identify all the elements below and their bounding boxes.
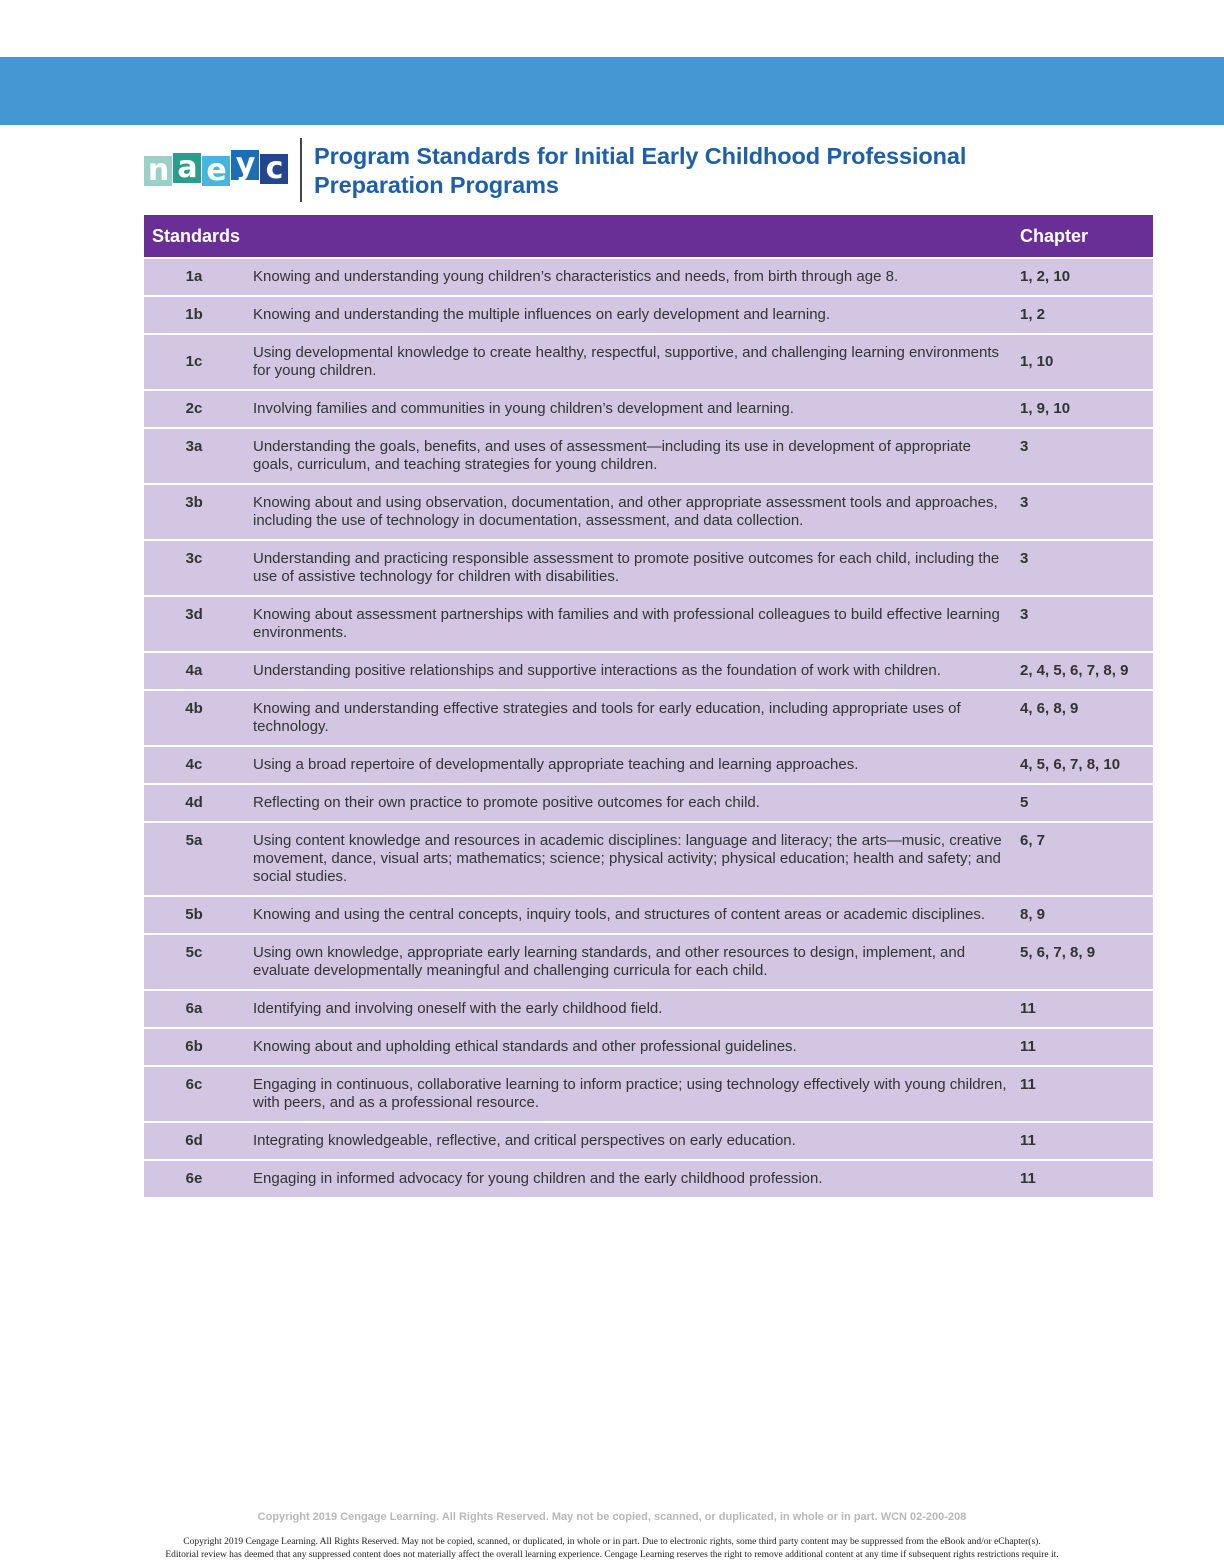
table-row: [144, 335, 1153, 389]
table-row: [144, 991, 1153, 1027]
table-row: [144, 691, 1153, 745]
table-row: [144, 259, 1153, 295]
standard-description: Knowing and understanding the multiple influences on early development and learning.: [244, 297, 1020, 333]
header-chapter: Chapter: [1020, 215, 1153, 257]
standard-code: 5c: [144, 935, 244, 989]
page-title: [314, 142, 1074, 200]
standard-code: 4d: [144, 785, 244, 821]
standard-description: Understanding the goals, benefits, and uses of assessment—including its use in development of appropriate goals, curriculum, and teaching strategies for young children.: [244, 429, 1020, 483]
page-header: [144, 138, 1154, 204]
standard-code: 1b: [144, 297, 244, 333]
header-divider: [300, 138, 302, 202]
table-row: [144, 747, 1153, 783]
rights-notice: [0, 1536, 1224, 1562]
standard-code: 3c: [144, 541, 244, 595]
standard-chapters: 1, 10: [1020, 335, 1153, 389]
standard-code: 1c: [144, 335, 244, 389]
table-row: [144, 1161, 1153, 1197]
standard-chapters: 1, 2, 10: [1020, 259, 1153, 295]
standard-chapters: 11: [1020, 1029, 1153, 1065]
table-row: [144, 391, 1153, 427]
standard-code: 2c: [144, 391, 244, 427]
standard-description: Understanding positive relationships and supportive interactions as the foundation of work with children.: [244, 653, 1020, 689]
top-color-band: [0, 57, 1224, 125]
table-row: [144, 541, 1153, 595]
standard-description: Knowing and using the central concepts, inquiry tools, and structures of content areas or academic disciplines.: [244, 897, 1020, 933]
standard-description: Integrating knowledgeable, reflective, and critical perspectives on early education.: [244, 1123, 1020, 1159]
standard-code: 6a: [144, 991, 244, 1027]
table-row: [144, 429, 1153, 483]
standard-chapters: 4, 5, 6, 7, 8, 10: [1020, 747, 1153, 783]
standard-description: Knowing about and using observation, documentation, and other appropriate assessment tools and approaches, including the use of technology in documentation, assessment, and data collection.: [244, 485, 1020, 539]
table-header-row: [144, 215, 1153, 257]
logo-letter-n: n: [144, 156, 172, 186]
standard-code: 4c: [144, 747, 244, 783]
standard-chapters: 3: [1020, 541, 1153, 595]
standard-description: Engaging in continuous, collaborative learning to inform practice; using technology effectively with young children, with peers, and as a professional resource.: [244, 1067, 1020, 1121]
header-standards: Standards: [144, 215, 1020, 257]
standard-description: Using own knowledge, appropriate early learning standards, and other resources to design, implement, and evaluate developmentally meaningful and challenging curricula for each child.: [244, 935, 1020, 989]
standard-description: Knowing and understanding young children’s characteristics and needs, from birth through age 8.: [244, 259, 1020, 295]
standard-code: 4b: [144, 691, 244, 745]
standard-chapters: 3: [1020, 485, 1153, 539]
standards-table: [144, 213, 1153, 1199]
standard-chapters: 5: [1020, 785, 1153, 821]
rights-notice-line-2: Editorial review has deemed that any suppressed content does not materially affect the overall learning experience. Cengage Learning reserves the right to remove additional content at any time if subsequent rights restrictions require it.: [165, 1550, 1059, 1560]
standard-description: Using a broad repertoire of developmentally appropriate teaching and learning approaches.: [244, 747, 1020, 783]
standard-chapters: 1, 9, 10: [1020, 391, 1153, 427]
logo-letter-a: a: [173, 153, 201, 183]
standard-description: Knowing and understanding effective strategies and tools for early education, including appropriate uses of technology.: [244, 691, 1020, 745]
standard-chapters: 11: [1020, 991, 1153, 1027]
table-row: [144, 597, 1153, 651]
standard-code: 3b: [144, 485, 244, 539]
standard-chapters: 2, 4, 5, 6, 7, 8, 9: [1020, 653, 1153, 689]
table-row: [144, 897, 1153, 933]
standard-chapters: 4, 6, 8, 9: [1020, 691, 1153, 745]
standard-chapters: 1, 2: [1020, 297, 1153, 333]
table-body: [144, 259, 1153, 1197]
standard-chapters: 11: [1020, 1067, 1153, 1121]
table-row: [144, 785, 1153, 821]
table-row: [144, 485, 1153, 539]
standard-chapters: 11: [1020, 1123, 1153, 1159]
rights-notice-line-1: Copyright 2019 Cengage Learning. All Rights Reserved. May not be copied, scanned, or duplicated, in whole or in part. Due to electronic rights, some third party content may be suppressed from the eBook and/or eChapter(s).: [183, 1537, 1041, 1547]
standard-chapters: 8, 9: [1020, 897, 1153, 933]
table-row: [144, 297, 1153, 333]
page-title-line-1: Program Standards for Initial Early Childhood Professional: [314, 143, 967, 169]
standard-description: Engaging in informed advocacy for young children and the early childhood profession.: [244, 1161, 1020, 1197]
standard-description: Identifying and involving oneself with the early childhood field.: [244, 991, 1020, 1027]
standard-code: 1a: [144, 259, 244, 295]
standard-code: 5b: [144, 897, 244, 933]
standard-code: 6b: [144, 1029, 244, 1065]
naeyc-logo: [144, 147, 289, 188]
table-row: [144, 935, 1153, 989]
page-title-line-2: Preparation Programs: [314, 172, 559, 198]
standard-description: Knowing about assessment partnerships with families and with professional colleagues to build effective learning environments.: [244, 597, 1020, 651]
standard-description: Understanding and practicing responsible assessment to promote positive outcomes for each child, including the use of assistive technology for children with disabilities.: [244, 541, 1020, 595]
logo-letter-y: y: [231, 150, 259, 180]
standard-code: 5a: [144, 823, 244, 895]
table-row: [144, 1067, 1153, 1121]
standard-chapters: 3: [1020, 429, 1153, 483]
standard-description: Using content knowledge and resources in academic disciplines: language and literacy; the arts—music, creative movement, dance, visual arts; mathematics; science; physical activity; physical education; health and safety; and social studies.: [244, 823, 1020, 895]
standard-description: Reflecting on their own practice to promote positive outcomes for each child.: [244, 785, 1020, 821]
standard-chapters: 5, 6, 7, 8, 9: [1020, 935, 1153, 989]
standard-code: 6d: [144, 1123, 244, 1159]
standard-code: 6c: [144, 1067, 244, 1121]
table-row: [144, 1029, 1153, 1065]
standard-chapters: 6, 7: [1020, 823, 1153, 895]
standard-chapters: 3: [1020, 597, 1153, 651]
copyright-line: Copyright 2019 Cengage Learning. All Rights Reserved. May not be copied, scanned, or duplicated, in whole or in part. WCN 02-200-208: [257, 1511, 967, 1523]
standard-code: 3d: [144, 597, 244, 651]
table-row: [144, 823, 1153, 895]
standard-description: Knowing about and upholding ethical standards and other professional guidelines.: [244, 1029, 1020, 1065]
standard-code: 6e: [144, 1161, 244, 1197]
logo-letter-c: c: [260, 154, 288, 184]
table-row: [144, 653, 1153, 689]
standard-description: Involving families and communities in young children’s development and learning.: [244, 391, 1020, 427]
standard-chapters: 11: [1020, 1161, 1153, 1197]
standard-description: Using developmental knowledge to create healthy, respectful, supportive, and challenging learning environments for young children.: [244, 335, 1020, 389]
standard-code: 3a: [144, 429, 244, 483]
standard-code: 4a: [144, 653, 244, 689]
logo-letter-e: e: [202, 156, 230, 186]
table-row: [144, 1123, 1153, 1159]
